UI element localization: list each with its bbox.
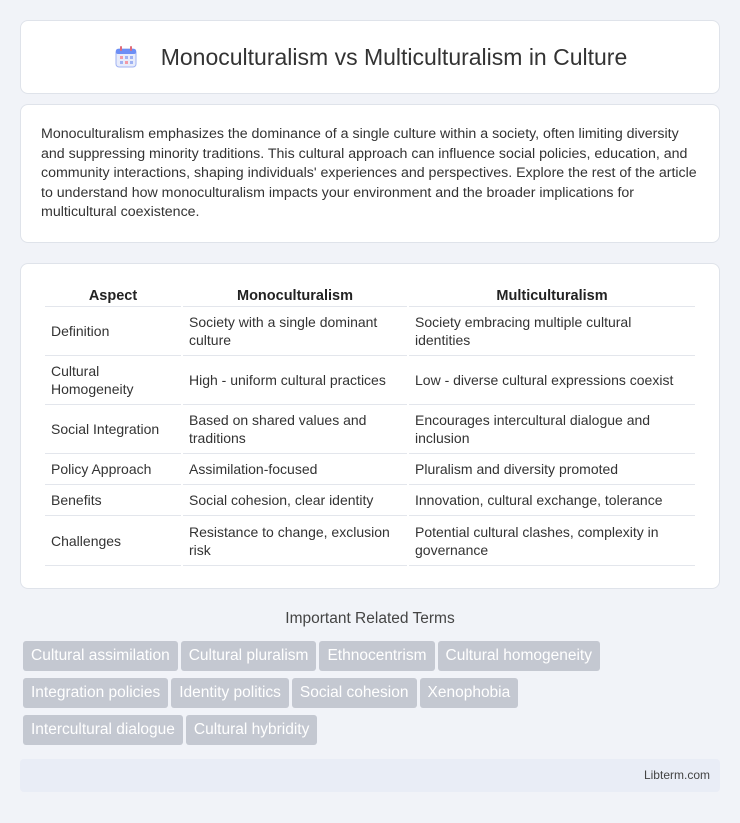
related-terms-title: Important Related Terms <box>285 610 455 627</box>
header-multiculturalism: Multiculturalism <box>409 282 695 307</box>
row-mono: Society with a single dominant culture <box>183 307 407 356</box>
row-aspect: Social Integration <box>45 405 181 454</box>
header-aspect: Aspect <box>45 282 181 307</box>
row-aspect: Definition <box>45 307 181 356</box>
row-multi: Innovation, cultural exchange, tolerance <box>409 485 695 516</box>
table-row <box>45 516 695 566</box>
row-aspect: Benefits <box>45 485 181 516</box>
comparison-table <box>43 282 697 566</box>
row-aspect: Policy Approach <box>45 454 181 485</box>
table-row <box>45 485 695 516</box>
row-mono: Resistance to change, exclusion risk <box>183 516 407 566</box>
tag-cultural-assimilation[interactable]: Cultural assimilation <box>23 641 178 671</box>
intro-text: Monoculturalism emphasizes the dominance of a single culture within a society, often limiting diversity and suppressing minority traditions. This cultural approach can influence social policies, education, and community interactions, shaping individuals' experiences and perspectives. Explore the rest of the article to understand how monoculturalism impacts your environment and the broader implications for multicultural coexistence. <box>41 126 697 221</box>
tag-identity-politics[interactable]: Identity politics <box>171 678 289 708</box>
title-card <box>20 20 720 94</box>
tag-intercultural-dialogue[interactable]: Intercultural dialogue <box>23 715 183 745</box>
table-row <box>45 307 695 356</box>
row-mono: Social cohesion, clear identity <box>183 485 407 516</box>
tag-integration-policies[interactable]: Integration policies <box>23 678 168 708</box>
related-tags <box>23 641 723 752</box>
table-row <box>45 405 695 454</box>
footer <box>20 759 720 792</box>
row-aspect: Cultural Homogeneity <box>45 356 181 405</box>
row-mono: High - uniform cultural practices <box>183 356 407 405</box>
row-multi: Encourages intercultural dialogue and inclusion <box>409 405 695 454</box>
footer-brand-link[interactable]: Libterm.com <box>643 768 710 782</box>
table-row <box>45 454 695 485</box>
tag-cultural-hybridity[interactable]: Cultural hybridity <box>186 715 317 745</box>
table-header-row <box>45 282 695 307</box>
intro-card <box>20 104 720 243</box>
row-multi: Low - diverse cultural expressions coexist <box>409 356 695 405</box>
row-multi: Society embracing multiple cultural identities <box>409 307 695 356</box>
tag-xenophobia[interactable]: Xenophobia <box>420 678 519 708</box>
tag-ethnocentrism[interactable]: Ethnocentrism <box>319 641 434 671</box>
header-monoculturalism: Monoculturalism <box>183 282 407 307</box>
row-aspect: Challenges <box>45 516 181 566</box>
tag-cultural-homogeneity[interactable]: Cultural homogeneity <box>438 641 600 671</box>
row-mono: Based on shared values and traditions <box>183 405 407 454</box>
comparison-table-card <box>20 263 720 589</box>
calendar-icon <box>113 44 139 70</box>
page-title: Monoculturalism vs Multiculturalism in Culture <box>160 43 628 70</box>
row-multi: Potential cultural clashes, complexity in governance <box>409 516 695 566</box>
tag-social-cohesion[interactable]: Social cohesion <box>292 678 417 708</box>
tag-cultural-pluralism[interactable]: Cultural pluralism <box>181 641 317 671</box>
table-row <box>45 356 695 405</box>
row-multi: Pluralism and diversity promoted <box>409 454 695 485</box>
row-mono: Assimilation-focused <box>183 454 407 485</box>
